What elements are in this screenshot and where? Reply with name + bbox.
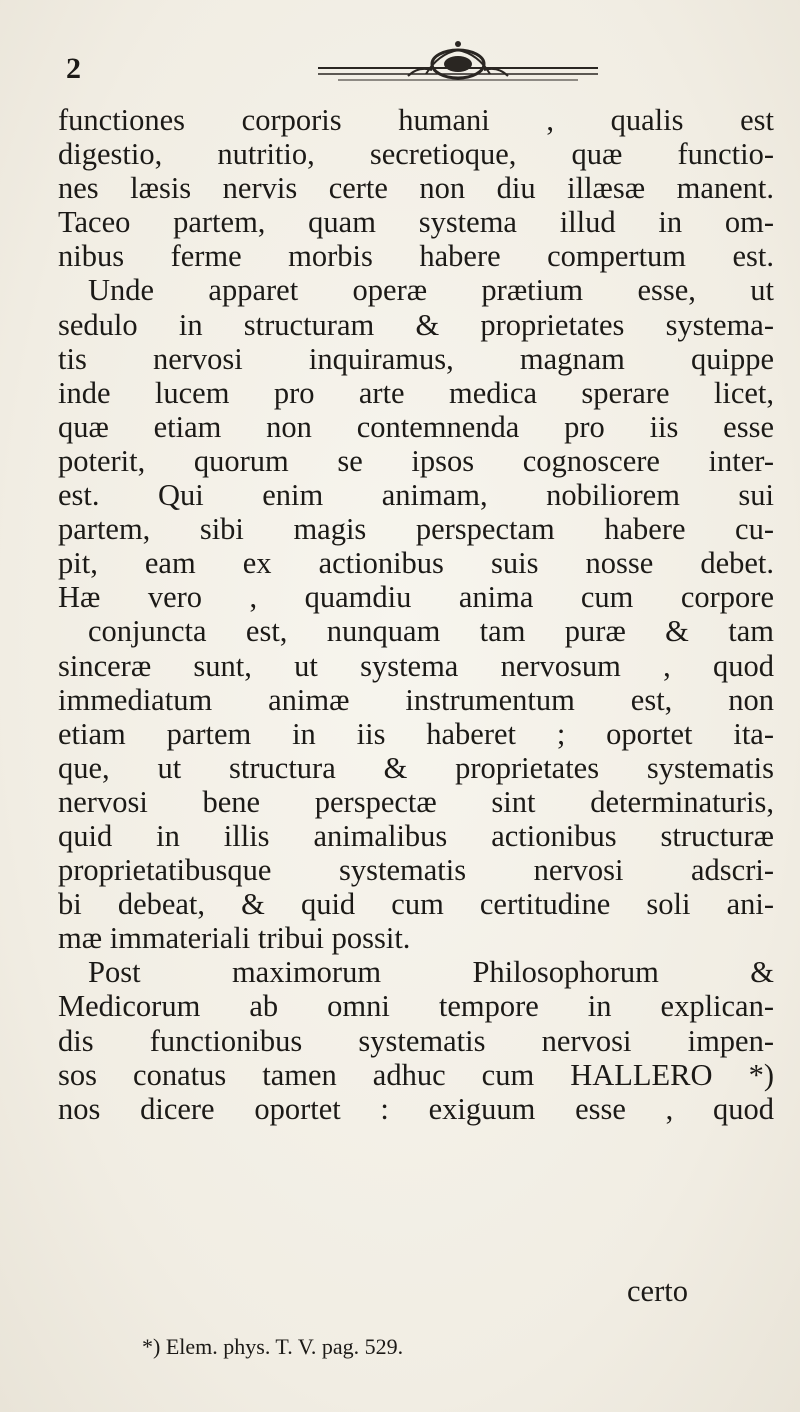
text-line: Medicorum ab omni tempore in explican- <box>58 989 774 1024</box>
text-line: bi debeat, & quid cum certitudine soli ani- <box>58 887 774 922</box>
text-line: Hæ vero , quamdiu anima cum corpore <box>58 580 774 615</box>
text-line: que, ut structura & proprietates systematis <box>58 750 774 785</box>
text-line: nervosi bene perspectæ sint determinaturis, <box>58 784 774 819</box>
text-line: sinceræ sunt, ut systema nervosum , quod <box>58 648 774 683</box>
text-line: tis nervosi inquiramus, magnam quippe <box>58 341 774 376</box>
text-line: functiones corporis humani , qualis est <box>58 103 774 137</box>
text-line: dis functionibus systematis nervosi impen- <box>58 1023 774 1058</box>
text-line: nes læsis nervis certe non diu illæsæ manent. <box>58 171 774 206</box>
printers-ornament <box>308 40 608 100</box>
text-line: immediatum animæ instrumentum est, non <box>58 682 774 717</box>
text-line: mæ immateriali tribui possit. <box>58 921 411 956</box>
page-number: 2 <box>66 52 81 85</box>
footnote: *) Elem. phys. T. V. pag. 529. <box>142 1334 404 1359</box>
text-line: pit, eam ex actionibus suis nosse debet. <box>58 546 774 581</box>
text-line: inde lucem pro arte medica sperare licet, <box>58 375 774 410</box>
text-line: nos dicere oportet : exiguum esse , quod <box>58 1091 774 1126</box>
text-line: partem, sibi magis perspectam habere cu- <box>58 512 774 547</box>
text-line: Unde apparet operæ prætium esse, ut <box>88 273 774 308</box>
text-line: sedulo in structuram & proprietates systema- <box>58 307 774 342</box>
text-line: digestio, nutritio, secretioque, quæ functio- <box>58 137 774 172</box>
text-line: sos conatus tamen adhuc cum HALLERO *) <box>58 1057 774 1092</box>
catchword: certo <box>627 1274 688 1308</box>
text-line: conjuncta est, nunquam tam puræ & tam <box>88 614 774 649</box>
text-line: Post maximorum Philosophorum & <box>88 955 774 990</box>
page-header <box>58 40 758 100</box>
text-line: proprietatibusque systematis nervosi adscri- <box>58 853 774 888</box>
text-line: nibus ferme morbis habere compertum est. <box>58 239 774 274</box>
text-line: quæ etiam non contemnenda pro iis esse <box>58 409 774 444</box>
text-line: est. Qui enim animam, nobiliorem sui <box>58 478 774 513</box>
text-line: Taceo partem, quam systema illud in om- <box>58 205 774 240</box>
body-text <box>58 103 774 1126</box>
text-line: quid in illis animalibus actionibus structuræ <box>58 818 774 853</box>
text-line: poterit, quorum se ipsos cognoscere inter- <box>58 443 774 478</box>
text-line: etiam partem in iis haberet ; oportet ita- <box>58 716 774 751</box>
